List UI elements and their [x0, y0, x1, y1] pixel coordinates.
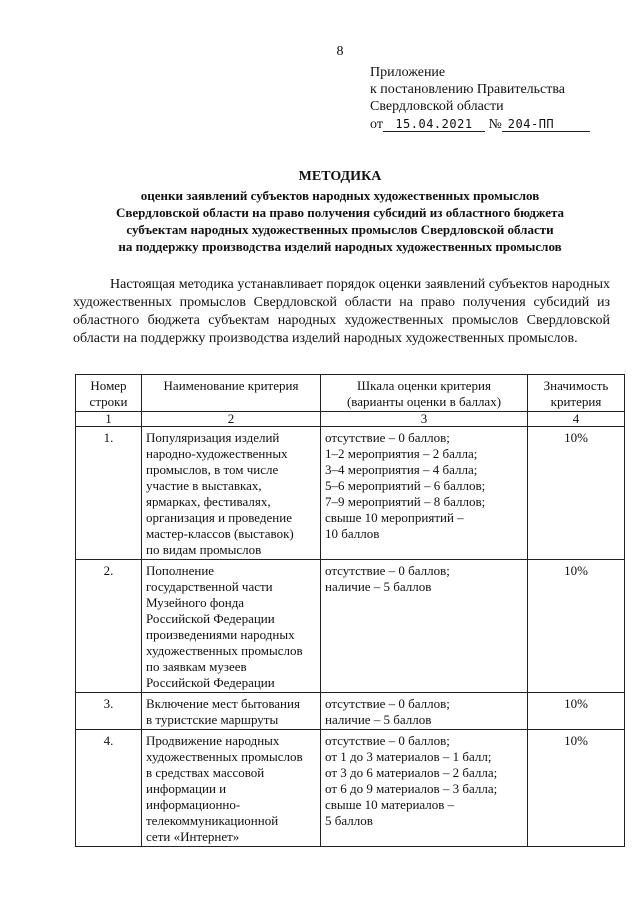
table-row	[76, 427, 625, 560]
document-title	[60, 168, 620, 255]
title-heading: МЕТОДИКА	[298, 169, 382, 184]
title-line: оценки заявлений субъектов народных художественных промыслов	[140, 188, 540, 203]
criteria-table	[75, 374, 625, 847]
table-header-row	[76, 375, 625, 412]
criterion-name: Пополнение государственной части Музейного фонда Российской Федерации произведениями народных художественных промыслов по заявкам музеев Российской Федерации	[142, 560, 321, 693]
title-line: Свердловской области на право получения субсидий из областного бюджета	[115, 205, 565, 220]
page-number: 8	[336, 44, 344, 59]
column-number-row	[76, 412, 625, 427]
date-prefix: от	[370, 117, 383, 132]
resolution-date: 15.04.2021	[383, 117, 485, 132]
criterion-scale: отсутствие – 0 баллов; наличие – 5 баллов	[321, 560, 528, 693]
table-row	[76, 693, 625, 730]
criterion-weight: 10%	[528, 427, 625, 560]
intro-paragraph: Настоящая методика устанавливает порядок оценки заявлений субъектов народных художественных промыслов Свердловской области на право получения субсидий из областного бюджета субъектам народных художественных промыслов Свердловской области на поддержку производства изделий народных художественных промыслов.	[73, 277, 610, 346]
row-number: 2.	[76, 560, 142, 693]
criterion-name: Включение мест бытования в туристские маршруты	[142, 693, 321, 730]
row-number: 1.	[76, 427, 142, 560]
appendix-block	[370, 64, 590, 133]
header-scale: Шкала оценки критерия (варианты оценки в баллах)	[321, 375, 528, 412]
header-number: Номер строки	[76, 375, 142, 412]
row-number: 3.	[76, 693, 142, 730]
header-weight: Значимость критерия	[528, 375, 625, 412]
table-row	[76, 730, 625, 847]
appendix-line-1: Приложение	[370, 65, 446, 80]
criterion-weight: 10%	[528, 693, 625, 730]
resolution-date-line	[370, 116, 590, 133]
column-number: 3	[321, 412, 528, 427]
column-number: 4	[528, 412, 625, 427]
table-body	[76, 427, 625, 847]
column-number: 1	[76, 412, 142, 427]
criterion-weight: 10%	[528, 730, 625, 847]
title-line: субъектам народных художественных промыслов Свердловской области	[126, 222, 554, 237]
table-row	[76, 560, 625, 693]
criterion-name: Популяризация изделий народно-художественных промыслов, в том числе участие в выставках, ярмарках, фестивалях, организация и проведение мастер-классов (выставок) по видам промыслов	[142, 427, 321, 560]
criterion-name: Продвижение народных художественных промыслов в средствах массовой информации и информационно- телекоммуникационной сети «Интернет»	[142, 730, 321, 847]
appendix-line-3: Свердловской области	[370, 99, 504, 114]
criterion-scale: отсутствие – 0 баллов; наличие – 5 баллов	[321, 693, 528, 730]
criterion-scale: отсутствие – 0 баллов; от 1 до 3 материалов – 1 балл; от 3 до 6 материалов – 2 балла; от 6 до 9 материалов – 3 балла; свыше 10 материалов – 5 баллов	[321, 730, 528, 847]
title-line: на поддержку производства изделий народных художественных промыслов	[118, 239, 562, 254]
criterion-weight: 10%	[528, 560, 625, 693]
number-prefix: №	[488, 117, 502, 132]
resolution-number: 204-ПП	[502, 117, 590, 132]
header-criterion-name: Наименование критерия	[142, 375, 321, 412]
appendix-line-2: к постановлению Правительства	[370, 82, 566, 97]
column-number: 2	[142, 412, 321, 427]
row-number: 4.	[76, 730, 142, 847]
criterion-scale: отсутствие – 0 баллов; 1–2 мероприятия – 2 балла; 3–4 мероприятия – 4 балла; 5–6 мероприятий – 6 баллов; 7–9 мероприятий – 8 баллов; свыше 10 мероприятий – 10 баллов	[321, 427, 528, 560]
